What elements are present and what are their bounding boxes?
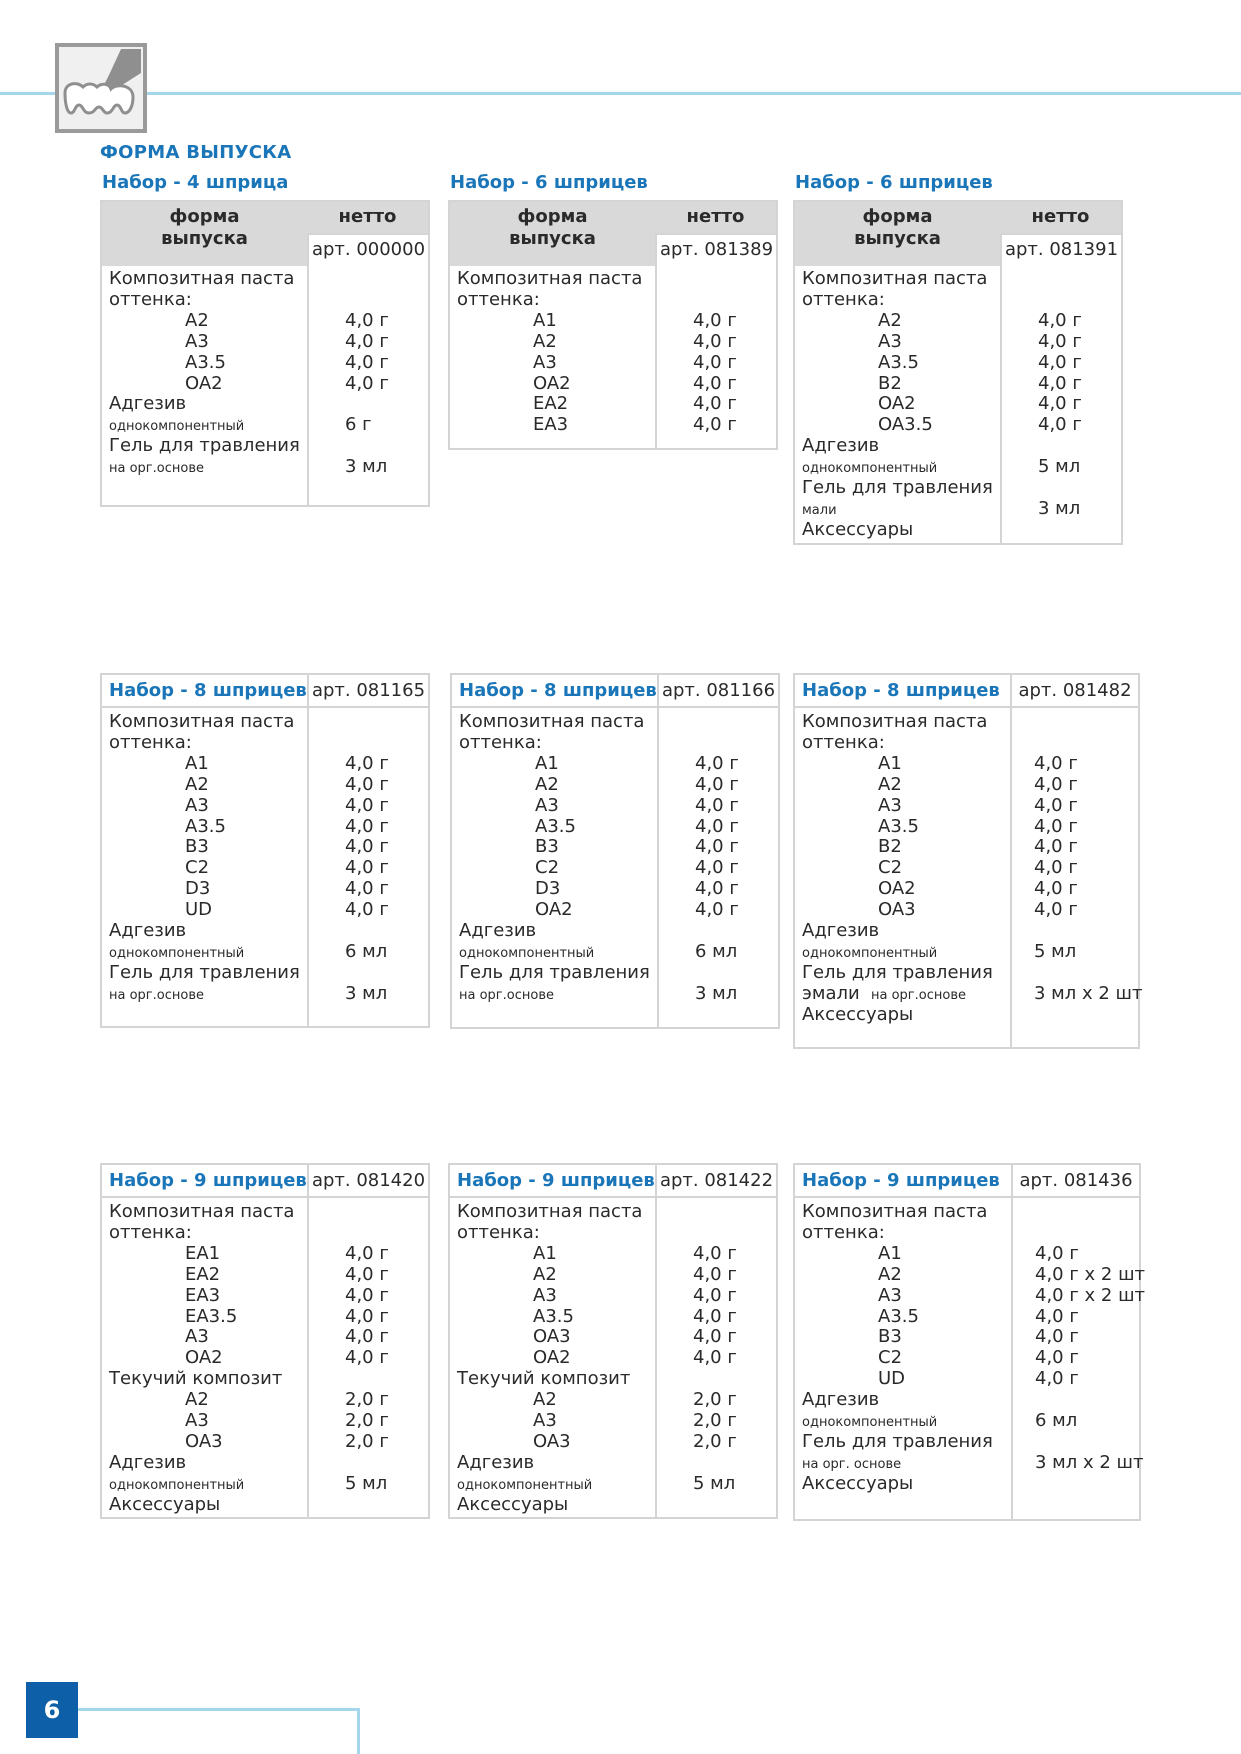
- item-label: оттенка:: [109, 1221, 192, 1243]
- shade-label: EA2: [185, 1263, 221, 1285]
- shade-label: OA2: [878, 878, 916, 900]
- shade-label: OA2: [185, 1347, 223, 1369]
- shade-label: A2: [878, 1263, 902, 1285]
- net-value: 4,0 г: [695, 815, 739, 837]
- shade-label: OA3: [533, 1430, 571, 1452]
- article-number: арт. 000000: [307, 233, 428, 266]
- net-value: 4,0 г: [1035, 1326, 1079, 1348]
- shade-label: OA3: [185, 1430, 223, 1452]
- net-value: 4,0 г: [1034, 794, 1078, 816]
- item-label: однокомпонентный: [109, 419, 245, 435]
- net-value: 4,0 г: [693, 1242, 737, 1264]
- column-divider: [655, 1165, 657, 1517]
- net-value: 6 мл: [345, 940, 388, 962]
- shade-label: EA3.5: [185, 1305, 238, 1327]
- item-label: оттенка:: [109, 731, 192, 753]
- header-net-label: нетто: [686, 206, 745, 227]
- header-net-label: нетто: [1031, 206, 1090, 227]
- shade-label: EA3: [533, 414, 569, 436]
- item-label: однокомпонентный: [109, 1477, 245, 1493]
- shade-label: A3.5: [878, 1305, 919, 1327]
- shade-label: A3: [185, 330, 209, 352]
- item-label: Адгезив: [802, 1389, 880, 1411]
- net-value: 4,0 г: [345, 1242, 389, 1264]
- set-title: Набор - 4 шприца: [102, 172, 289, 193]
- item-label: Композитная паста: [802, 1201, 988, 1222]
- net-value: 4,0 г: [695, 752, 739, 774]
- net-value: 5 мл: [1034, 940, 1077, 962]
- item-label: на орг.основе: [109, 461, 204, 477]
- set-title: Набор - 9 шприцев: [802, 1170, 1000, 1191]
- table-divider: [102, 706, 428, 708]
- item-label: Гель для травления: [802, 477, 993, 498]
- net-value: 4,0 г: [693, 393, 737, 415]
- net-value: 3 мл: [345, 456, 388, 478]
- net-value: 4,0 г: [345, 1326, 389, 1348]
- item-label: Аксессуары: [802, 1003, 914, 1025]
- shade-label: B3: [878, 1326, 902, 1348]
- net-value: 4,0 г: [695, 836, 739, 858]
- item-label: Адгезив: [109, 1451, 187, 1473]
- shade-label: UD: [878, 1368, 906, 1390]
- shade-label: B2: [878, 836, 902, 858]
- article-number: арт. 081391: [1000, 233, 1121, 266]
- shade-label: OA2: [533, 1347, 571, 1369]
- item-label: Композитная паста: [457, 1201, 643, 1222]
- item-label: Адгезив: [109, 393, 187, 415]
- net-value: 4,0 г: [345, 330, 389, 352]
- shade-label: D3: [535, 878, 561, 900]
- set-title: Набор - 9 шприцев: [457, 1170, 655, 1191]
- shade-label: C2: [878, 857, 903, 879]
- item-label: Композитная паста: [802, 268, 988, 289]
- bottom-rule: [70, 1708, 360, 1711]
- net-value: 4,0 г: [1038, 393, 1082, 415]
- shade-label: A2: [535, 773, 559, 795]
- table-divider: [452, 706, 778, 708]
- item-label: оттенка:: [802, 288, 885, 310]
- set-title: Набор - 8 шприцев: [109, 680, 307, 701]
- net-value: 4,0 г: [693, 1305, 737, 1327]
- item-label: Адгезив: [802, 920, 880, 941]
- net-value: 4,0 г: [1038, 309, 1082, 331]
- shade-label: A3.5: [878, 351, 919, 373]
- net-value: 4,0 г: [1034, 878, 1078, 900]
- column-divider: [657, 675, 659, 1027]
- item-label: Композитная паста: [459, 711, 645, 732]
- shade-label: A2: [878, 773, 902, 795]
- shade-label: OA3.5: [878, 414, 933, 436]
- item-label: Композитная паста: [457, 268, 643, 289]
- item-label: Аксессуары: [802, 1472, 914, 1494]
- item-label: Гель для травления: [802, 1430, 993, 1452]
- net-value: 4,0 г: [693, 414, 737, 436]
- net-value: 4,0 г: [345, 878, 389, 900]
- shade-label: A1: [185, 752, 209, 774]
- net-value: 4,0 г: [1038, 351, 1082, 373]
- shade-label: A2: [533, 1389, 557, 1411]
- shade-label: A3: [878, 1284, 902, 1306]
- table-divider: [795, 1196, 1139, 1198]
- net-value: 3 мл х 2 шт: [1035, 1451, 1144, 1473]
- article-number: арт. 081165: [311, 680, 426, 701]
- set-title: Набор - 9 шприцев: [109, 1170, 307, 1191]
- net-value: 4,0 г: [693, 330, 737, 352]
- header-form-label: форма выпуска: [854, 206, 941, 249]
- item-label: оттенка:: [459, 731, 542, 753]
- net-value: 4,0 г: [1034, 836, 1078, 858]
- page-number: 6: [26, 1682, 78, 1738]
- net-value: 4,0 г: [695, 857, 739, 879]
- net-value: 2,0 г: [345, 1389, 389, 1411]
- shade-label: A1: [533, 1242, 557, 1264]
- net-value: 4,0 г: [1035, 1305, 1079, 1327]
- net-value: 4,0 г: [693, 1263, 737, 1285]
- net-value: 4,0 г: [1034, 815, 1078, 837]
- net-value: 4,0 г: [695, 794, 739, 816]
- section-title: ФОРМА ВЫПУСКА: [100, 142, 292, 163]
- shade-label: EA2: [533, 393, 569, 415]
- column-divider: [1000, 266, 1002, 543]
- net-value: 2,0 г: [345, 1410, 389, 1431]
- shade-label: A1: [878, 752, 902, 774]
- shade-label: EA3: [185, 1284, 221, 1306]
- product-table: [450, 673, 780, 1029]
- shade-label: A1: [533, 309, 557, 331]
- shade-label: B2: [878, 372, 902, 394]
- net-value: 6 г: [345, 414, 372, 436]
- product-table: [448, 1163, 778, 1519]
- set-title: Набор - 8 шприцев: [459, 680, 657, 701]
- net-value: 4,0 г: [345, 1263, 389, 1285]
- shade-label: A3.5: [533, 1305, 574, 1327]
- item-label: Гель для травления: [109, 961, 300, 983]
- net-value: 5 мл: [693, 1472, 736, 1494]
- net-value: 6 мл: [695, 940, 738, 962]
- column-divider: [1010, 675, 1012, 1047]
- shade-label: A2: [185, 1389, 209, 1411]
- net-value: 4,0 г: [1038, 330, 1082, 352]
- header-net-label: нетто: [338, 206, 397, 227]
- product-table: [793, 673, 1143, 1049]
- shade-label: A2: [533, 330, 557, 352]
- shade-label: C2: [185, 857, 210, 879]
- item-label: однокомпонентный: [802, 461, 938, 477]
- item-label: оттенка:: [109, 288, 192, 310]
- item-label: Адгезив: [459, 920, 537, 941]
- net-value: 4,0 г: [1034, 752, 1078, 774]
- item-label: Композитная паста: [802, 711, 988, 732]
- item-label: на орг.основе: [459, 987, 554, 1003]
- net-value: 4,0 г: [1034, 899, 1078, 921]
- net-value: 4,0 г: [693, 309, 737, 331]
- shade-label: OA3: [533, 1326, 571, 1348]
- net-value: 4,0 г: [345, 309, 389, 331]
- table-divider: [450, 1196, 776, 1198]
- net-value: 2,0 г: [693, 1410, 737, 1431]
- net-value: 4,0 г: [345, 372, 389, 394]
- article-number: арт. 081436: [1019, 1170, 1133, 1191]
- tooth-logo-icon: [55, 43, 147, 133]
- item-label: мали: [802, 502, 837, 518]
- item-label: на орг.основе: [109, 987, 204, 1003]
- set-title: Набор - 6 шприцев: [795, 172, 993, 193]
- shade-label: A3: [533, 1284, 557, 1306]
- net-value: 4,0 г: [345, 794, 389, 816]
- shade-label: EA1: [185, 1242, 221, 1264]
- net-value: 4,0 г: [1034, 773, 1078, 795]
- shade-label: A2: [185, 773, 209, 795]
- net-value: 4,0 г: [1035, 1368, 1079, 1390]
- table-divider: [102, 1196, 428, 1198]
- net-value: 4,0 г: [1035, 1242, 1079, 1264]
- product-table: [100, 200, 430, 507]
- shade-label: A3.5: [185, 351, 226, 373]
- shade-label: A3: [185, 794, 209, 816]
- shade-label: A3.5: [878, 815, 919, 837]
- net-value: 4,0 г х 2 шт: [1035, 1263, 1146, 1285]
- shade-label: D3: [185, 878, 211, 900]
- product-table: [100, 1163, 430, 1519]
- shade-label: OA2: [533, 372, 571, 394]
- net-value: 4,0 г: [695, 899, 739, 921]
- net-value: 4,0 г: [345, 1305, 389, 1327]
- shade-label: OA2: [185, 372, 223, 394]
- set-title: Набор - 6 шприцев: [450, 172, 648, 193]
- net-value: 3 мл: [695, 982, 738, 1004]
- net-value: 6 мл: [1035, 1410, 1078, 1431]
- net-value: 4,0 г: [693, 1326, 737, 1348]
- product-table: [793, 200, 1123, 545]
- shade-label: UD: [185, 899, 213, 921]
- item-label: оттенка:: [802, 731, 885, 753]
- item-label: оттенка:: [457, 1221, 540, 1243]
- column-divider: [1011, 1165, 1013, 1519]
- shade-label: A3: [185, 1326, 209, 1348]
- header-form-label: форма выпуска: [161, 206, 248, 249]
- shade-label: A3: [185, 1410, 209, 1431]
- item-label: Текучий композит: [457, 1368, 631, 1390]
- shade-label: A3: [533, 1410, 557, 1431]
- bottom-rule-vertical: [357, 1708, 360, 1754]
- shade-label: A3: [878, 330, 902, 352]
- item-label: однокомпонентный: [802, 945, 938, 961]
- shade-label: A2: [878, 309, 902, 331]
- shade-label: A3: [533, 351, 557, 373]
- product-table: [793, 1163, 1146, 1521]
- item-label: однокомпонентный: [802, 1415, 938, 1430]
- net-value: 4,0 г: [345, 1284, 389, 1306]
- article-number: арт. 081420: [311, 1170, 426, 1191]
- shade-label: A2: [185, 309, 209, 331]
- column-divider: [307, 266, 309, 505]
- net-value: 4,0 г: [345, 351, 389, 373]
- article-number: арт. 081389: [655, 233, 776, 266]
- item-label: Гель для травления: [109, 435, 300, 457]
- net-value: 2,0 г: [693, 1389, 737, 1411]
- net-value: 4,0 г: [345, 773, 389, 795]
- article-number: арт. 081482: [1018, 680, 1132, 701]
- item-label: Адгезив: [109, 920, 187, 941]
- item-label: оттенка:: [802, 1221, 885, 1243]
- column-divider: [307, 675, 309, 1026]
- net-value: 5 мл: [1038, 456, 1081, 478]
- shade-label: A1: [535, 752, 559, 774]
- item-label: Композитная паста: [109, 711, 295, 732]
- shade-label: B3: [535, 836, 559, 858]
- product-table: [100, 673, 430, 1028]
- item-label: Аксессуары: [802, 518, 914, 540]
- item-label: Текучий композит: [109, 1368, 283, 1390]
- net-value: 4,0 г: [1035, 1347, 1079, 1369]
- net-value: 4,0 г: [345, 752, 389, 774]
- shade-label: A3: [878, 794, 902, 816]
- net-value: 2,0 г: [693, 1430, 737, 1452]
- net-value: 4,0 г: [1038, 414, 1082, 436]
- net-value: 4,0 г: [695, 773, 739, 795]
- net-value: 4,0 г: [345, 836, 389, 858]
- item-label: Адгезив: [457, 1451, 535, 1473]
- item-label: однокомпонентный: [109, 945, 245, 961]
- article-number: арт. 081166: [661, 680, 776, 701]
- item-label: Композитная паста: [109, 1201, 295, 1222]
- item-label: Гель для травления: [802, 961, 993, 983]
- shade-label: C2: [535, 857, 560, 879]
- net-value: 4,0 г х 2 шт: [1035, 1284, 1146, 1306]
- net-value: 3 мл: [345, 982, 388, 1004]
- column-divider: [307, 1165, 309, 1517]
- item-label: однокомпонентный: [459, 945, 595, 961]
- net-value: 4,0 г: [693, 372, 737, 394]
- shade-label: A3.5: [535, 815, 576, 837]
- product-table: [448, 200, 778, 450]
- item-label: Композитная паста: [109, 268, 295, 289]
- net-value: 4,0 г: [693, 1284, 737, 1306]
- item-label: на орг. основе: [802, 1456, 902, 1472]
- shade-label: A2: [533, 1263, 557, 1285]
- item-label: Аксессуары: [457, 1493, 569, 1515]
- net-value: 4,0 г: [345, 899, 389, 921]
- item-label: Аксессуары: [109, 1493, 221, 1515]
- net-value: 3 мл х 2 шт: [1034, 982, 1143, 1004]
- item-label-suffix: на орг.основе: [871, 987, 966, 1003]
- shade-label: C2: [878, 1347, 903, 1369]
- shade-label: B3: [185, 836, 209, 858]
- article-number: арт. 081422: [659, 1170, 774, 1191]
- net-value: 2,0 г: [345, 1430, 389, 1452]
- net-value: 4,0 г: [345, 815, 389, 837]
- item-label: эмали: [802, 982, 860, 1004]
- column-divider: [655, 266, 657, 448]
- net-value: 4,0 г: [345, 857, 389, 879]
- net-value: 4,0 г: [695, 878, 739, 900]
- item-label: Адгезив: [802, 435, 880, 457]
- shade-label: OA3: [878, 899, 916, 921]
- header-form-label: форма выпуска: [509, 206, 596, 249]
- net-value: 4,0 г: [345, 1347, 389, 1369]
- net-value: 4,0 г: [693, 1347, 737, 1369]
- net-value: 5 мл: [345, 1472, 388, 1494]
- shade-label: A1: [878, 1242, 902, 1264]
- table-divider: [795, 706, 1138, 708]
- net-value: 3 мл: [1038, 497, 1081, 519]
- net-value: 4,0 г: [1034, 857, 1078, 879]
- net-value: 4,0 г: [693, 351, 737, 373]
- shade-label: OA2: [878, 393, 916, 415]
- shade-label: A3: [535, 794, 559, 816]
- top-rule: [0, 92, 1241, 95]
- set-title: Набор - 8 шприцев: [802, 680, 1000, 701]
- item-label: оттенка:: [457, 288, 540, 310]
- shade-label: OA2: [535, 899, 573, 921]
- net-value: 4,0 г: [1038, 372, 1082, 394]
- shade-label: A3.5: [185, 815, 226, 837]
- item-label: однокомпонентный: [457, 1477, 593, 1493]
- item-label: Гель для травления: [459, 961, 650, 983]
